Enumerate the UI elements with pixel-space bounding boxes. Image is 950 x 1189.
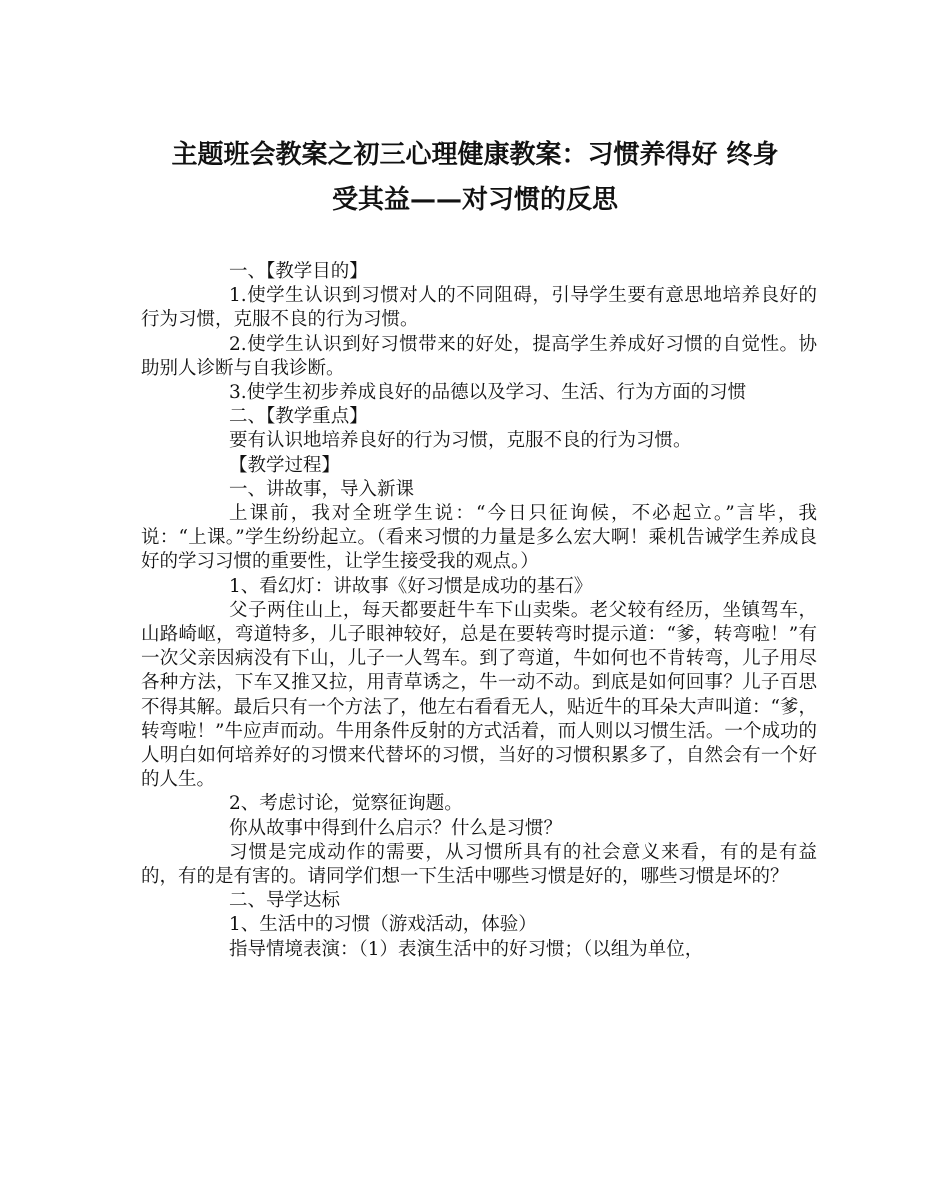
- heading-teaching-purpose: 一、【教学目的】: [229, 261, 368, 282]
- paragraph: 习惯是完成动作的需要，从习惯所具有的社会意义来看，有的是有益的，有的是有害的。请同学们想一下生活中哪些习惯是好的，哪些习惯是坏的？: [141, 841, 817, 888]
- paragraph: 1.使学生认识到习惯对人的不同阻碍，引导学生要有意思地培养良好的行为习惯，克服不良的行为习惯。: [141, 285, 817, 331]
- paragraph: 父子两住山上，每天都要赶牛车下山卖柴。老父较有经历，坐镇驾车，山路崎岖，弯道特多，儿子眼神较好，总是在要转弯时提示道：“爹，转弯啦！”有一次父亲因病没有下山，儿子一人驾车。到了弯道，牛如何也不肯转弯，儿子用尽各种方法，下车又推又拉，用青草诱之，牛一动不动。到底是如何回事？儿子百思不得其解。最后只有一个方法了，他左右看看无人，贴近牛的耳朵大声叫道：“爹，转弯啦！”牛应声而动。牛用条件反射的方式活着，而人则以习惯生活。一个成功的人明白如何培养好的习惯来代替坏的习惯，当好的习惯积累多了，自然会有一个好的人生。: [141, 599, 817, 791]
- subheading: 二、导学达标: [229, 890, 341, 912]
- paragraph: 指导情境表演：（1）表演生活中的好习惯；（以组为单位，: [229, 938, 704, 960]
- heading-teaching-focus: 二、【教学重点】: [229, 406, 368, 428]
- paragraph: 上课前，我对全班学生说：“今日只征询候，不必起立。”言毕，我说：“上课。”学生纷纷起立。（看来习惯的力量是多么宏大啊！乘机告诫学生养成良好的学习习惯的重要性，让学生接受我的观点。）: [141, 503, 817, 573]
- subheading: 1、看幻灯：讲故事《好习惯是成功的基石》: [229, 575, 593, 597]
- subheading: 2、考虑讨论，觉察征询题。: [229, 793, 463, 815]
- paragraph: 2.使学生认识到好习惯带来的好处，提高学生养成好习惯的自觉性。协助别人诊断与自我诊断。: [141, 333, 817, 379]
- heading-teaching-process: 【教学过程】: [229, 454, 341, 476]
- paragraph: 要有认识地培养良好的行为习惯，克服不良的行为习惯。: [229, 430, 692, 452]
- document-body: [141, 260, 817, 962]
- document-title-line-1: 主题班会教案之初三心理健康教案：习惯养得好 终身: [171, 140, 779, 170]
- subheading: 一、讲故事，导入新课: [229, 478, 415, 500]
- document-title-line-2: 受其益——对习惯的反思: [331, 185, 618, 215]
- paragraph: 你从故事中得到什么启示？什么是习惯？: [229, 817, 563, 839]
- subheading: 1、生活中的习惯（游戏活动，体验）: [229, 914, 537, 936]
- paragraph: 3.使学生初步养成良好的品德以及学习、生活、行为方面的习惯: [229, 382, 747, 404]
